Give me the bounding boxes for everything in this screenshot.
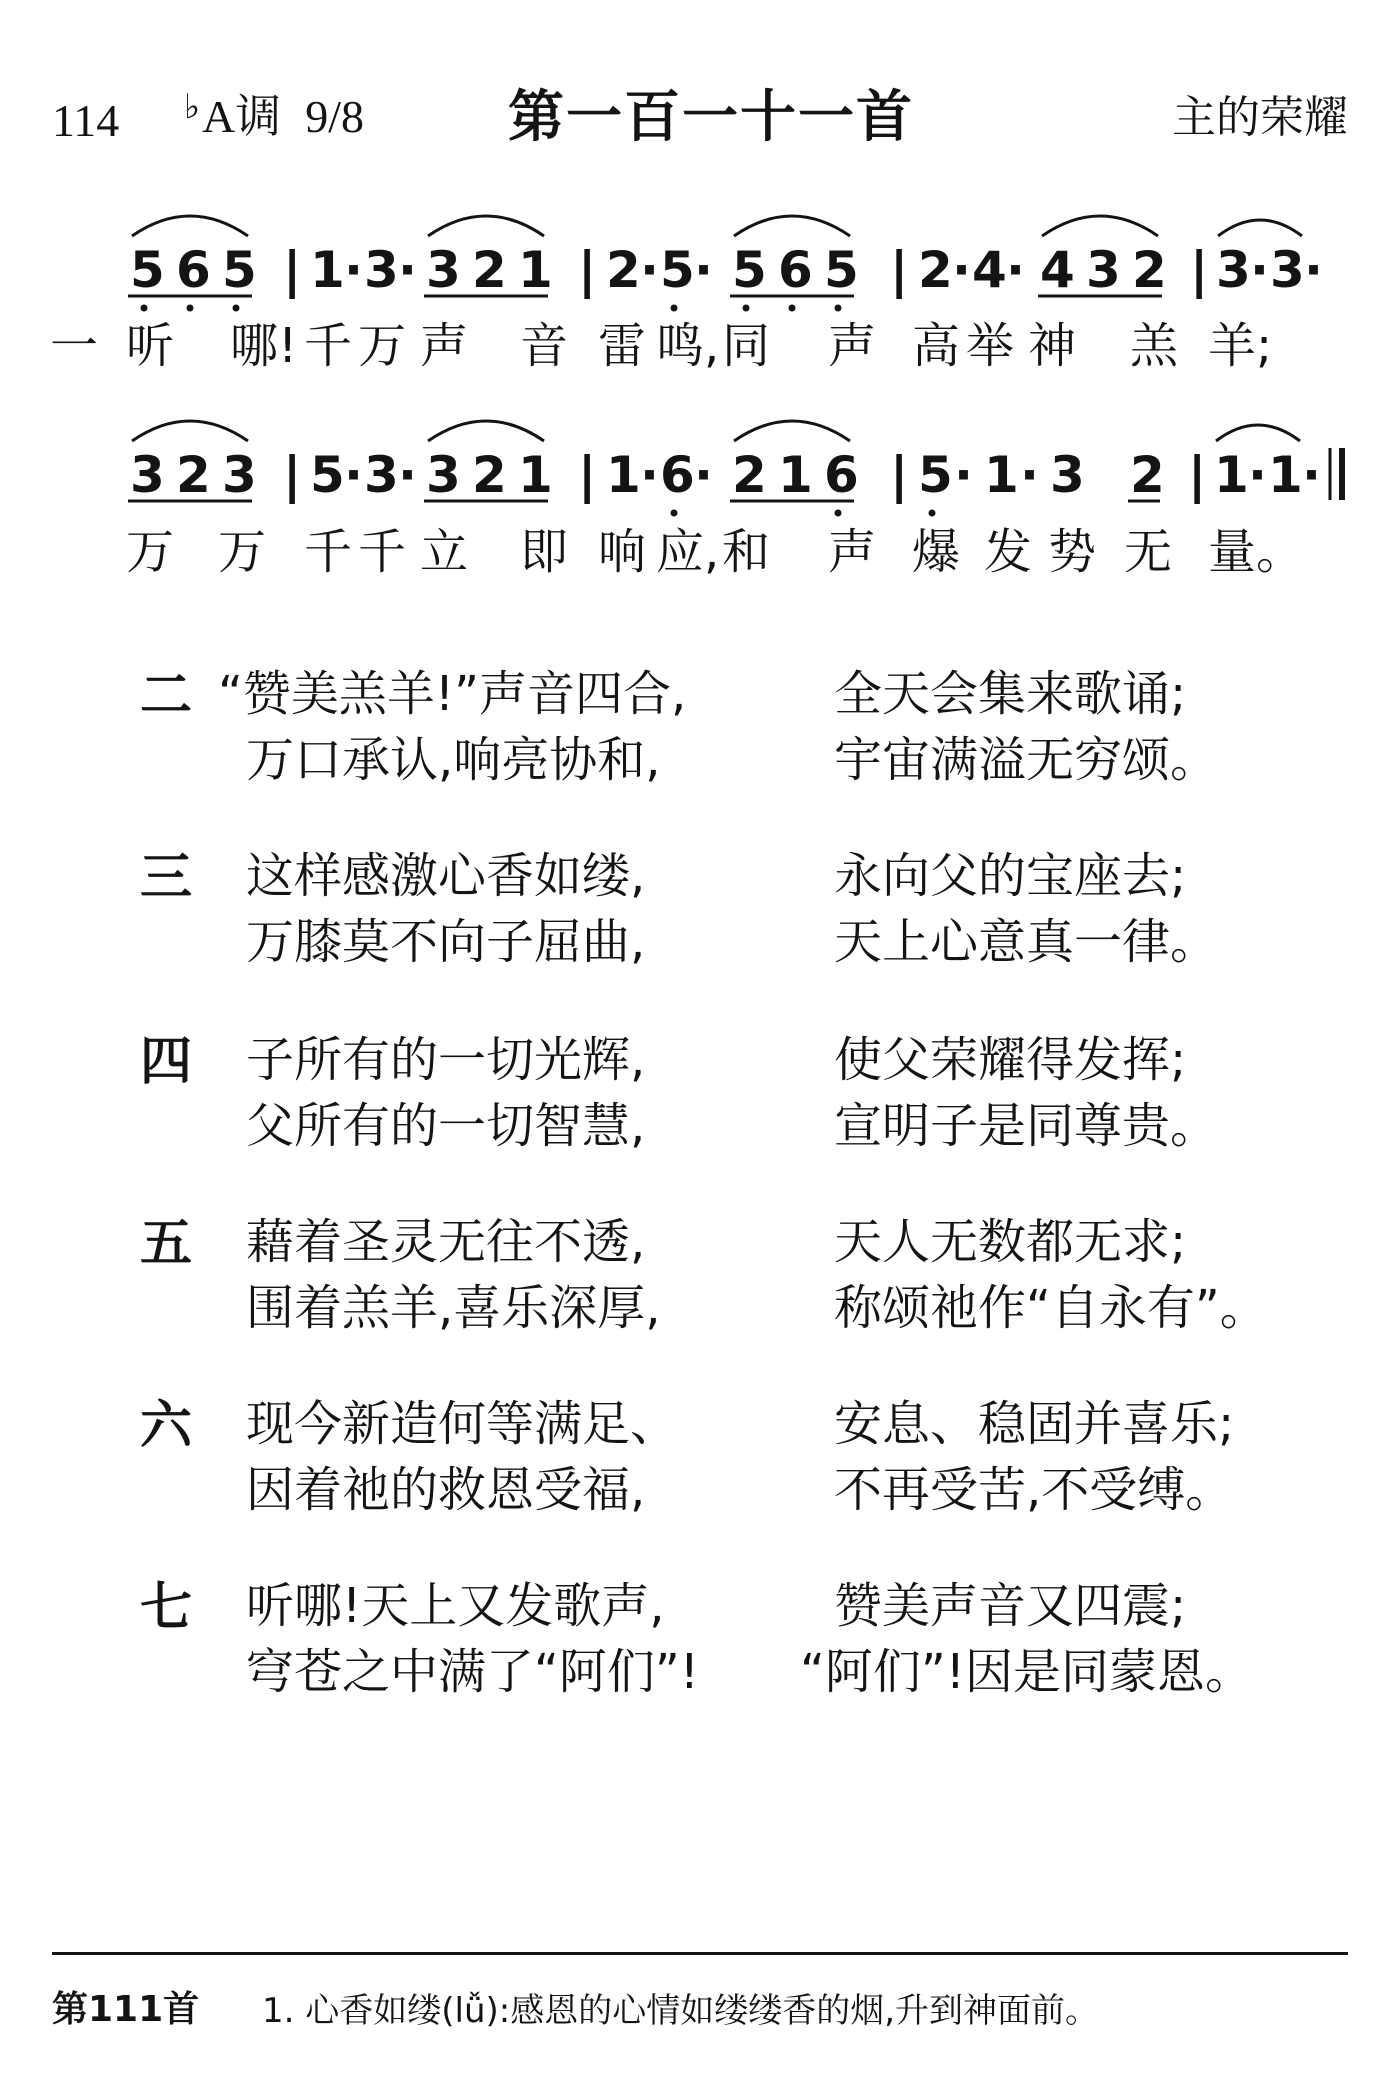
verse-number: 六 [140,1396,193,1456]
note: 3 [1216,241,1251,299]
lyric-syllable: 势 [1048,524,1097,580]
verse-line: 听哪!天上又发歌声, [246,1578,665,1634]
note: 2 [472,241,507,299]
augmentation-dot: · [952,241,971,299]
verse-line: 藉着圣灵无往不透, [246,1214,646,1270]
note: 5 [310,446,345,504]
note: 3 [364,446,399,504]
flat-symbol: ♭ [184,89,201,126]
lyric-syllable: 即 [520,524,569,580]
lyric-syllable: 万 [126,524,175,580]
note: 1 [1214,446,1249,504]
augmentation-dot: · [1248,446,1267,504]
verse-line: 宣明子是同尊贵。 [834,1098,1219,1154]
augmentation-dot: · [398,241,417,299]
augmentation-dot: · [640,241,659,299]
note: 3 [1086,241,1121,299]
augmentation-dot: · [640,446,659,504]
verse-line: 宇宙满溢无穷颂。 [834,732,1219,788]
score-line-1-slurs [132,216,1302,236]
score-line-2-slurs [132,421,1300,441]
note: 1 [310,241,345,299]
lyric-syllable: 听 [126,318,175,374]
lyric-syllable: 千 [304,318,353,374]
note: 3 [426,446,461,504]
score-line-1-octave-dots [141,305,842,312]
lyric-syllable: 同 [722,318,771,374]
augmentation-dot: · [398,446,417,504]
lyric-syllable: 鸣, [656,318,720,374]
note: 4 [972,241,1007,299]
note: 2 [732,446,767,504]
augmentation-dot: · [954,446,973,504]
lyric-syllable: 千 [304,524,353,580]
note: 4 [1040,241,1075,299]
verse-line: 不再受苦,不受缚。 [834,1462,1234,1518]
lyric-syllable: 声 [420,318,469,374]
score-line-1-lyrics [50,318,1272,374]
note: 2 [472,446,507,504]
verse-line: 因着祂的救恩受福, [246,1462,646,1518]
verse-line: 使父荣耀得发挥; [834,1032,1187,1088]
verse-line: 子所有的一切光辉, [246,1032,646,1088]
lyric-syllable: 哪! [230,318,298,374]
barline: | [890,446,909,504]
lyric-syllable: 羔 [1130,318,1179,374]
lyric-syllable: 举 [966,318,1015,374]
note: 3 [364,241,399,299]
lyric-syllable: 声 [828,318,877,374]
verse-number: 三 [140,848,193,908]
note: 3 [1270,241,1305,299]
barline: | [283,241,302,299]
verse-line: 全天会集来歌诵; [834,666,1187,722]
lyric-syllable: 神 [1028,318,1077,374]
lyric-syllable: 雷 [598,318,647,374]
lyric-syllable: 立 [420,524,469,580]
note: 5 [918,446,953,504]
verse-line: “阿们”!因是同蒙恩。 [800,1644,1253,1700]
note: 2 [1130,446,1165,504]
note: 2 [1132,241,1167,299]
note: 1 [1268,446,1303,504]
verse-line: 安息、稳固并喜乐; [834,1396,1235,1452]
barline: | [578,446,597,504]
note: 3 [130,446,165,504]
note: 6 [176,241,211,299]
score-line-1-notes [130,241,1323,299]
augmentation-dot: · [344,241,363,299]
barline: | [890,241,909,299]
note: 3 [426,241,461,299]
verse-number: 四 [140,1032,193,1092]
barline: | [283,446,302,504]
barline: | [578,241,597,299]
lyric-syllable: 响 [598,524,647,580]
lyric-syllable: 发 [984,524,1033,580]
verse-line: 父所有的一切智慧, [246,1098,646,1154]
augmentation-dot: · [1304,241,1323,299]
lyric-syllable: 万 [218,524,267,580]
augmentation-dot: · [1020,446,1039,504]
verse-line: 万口承认,响亮协和, [246,732,661,788]
score-line-2-lyrics [126,524,1304,580]
note: 6 [778,241,813,299]
barline: | [1188,446,1207,504]
verse-line: 天上心意真一律。 [834,914,1219,970]
lyric-syllable: 和 [722,524,771,580]
note: 6 [824,446,859,504]
verse-number: 二 [140,666,193,726]
verse-number: 五 [140,1214,193,1274]
footnote-text: 1. 心香如缕(lǚ):感恩的心情如缕缕香的烟,升到神面前。 [262,1991,1100,2031]
verse-number: 七 [140,1578,193,1638]
note: 3 [1050,446,1085,504]
lyric-syllable: 羊; [1208,318,1273,374]
verse-line: 围着羔羊,喜乐深厚, [246,1280,661,1336]
note: 3 [222,446,257,504]
score-line-2-octave-dots [671,510,936,517]
augmentation-dot: · [1302,446,1321,504]
verse-line: “赞美羔羊!”声音四合, [218,666,687,722]
verse-line: 赞美声音又四震; [834,1578,1187,1634]
note: 1 [984,446,1019,504]
hymn-page-number: 114 [52,95,120,146]
note: 5 [222,241,257,299]
lyric-syllable: 爆 [912,524,961,580]
time-signature: 9/8 [305,91,365,142]
note: 1 [518,446,553,504]
lyric-syllable: 万 [358,318,407,374]
augmentation-dot: · [694,446,713,504]
note: 1 [606,446,641,504]
lyric-syllable: 千 [358,524,407,580]
verse-line: 称颂祂作“自永有”。 [834,1280,1268,1336]
lyric-syllable: 无 [1124,524,1173,580]
verse-line: 这样感激心香如缕, [246,848,646,904]
final-double-barline [1330,448,1342,500]
note: 6 [660,446,695,504]
lyric-syllable: 量。 [1208,524,1305,580]
verse-line: 天人无数都无求; [834,1214,1187,1270]
augmentation-dot: · [1006,241,1025,299]
note: 5 [824,241,859,299]
footnote-label: 第111首 [52,1989,200,2030]
lyric-syllable: 音 [520,318,569,374]
key-name: A调 [202,91,282,142]
note: 2 [918,241,953,299]
note: 1 [778,446,813,504]
verse-line: 现今新造何等满足、 [246,1396,679,1452]
lyric-syllable: 应, [656,524,720,580]
note: 1 [518,241,553,299]
lyric-syllable: 一 [50,318,99,374]
augmentation-dot: · [1250,241,1269,299]
footnote-divider [52,1952,1348,1955]
augmentation-dot: · [694,241,713,299]
score-line-2-notes [130,446,1321,504]
note: 5 [660,241,695,299]
lyric-syllable: 声 [828,524,877,580]
note: 5 [130,241,165,299]
numbered-musical-score [0,0,1400,620]
note: 2 [176,446,211,504]
note: 5 [732,241,767,299]
barline: | [1190,241,1209,299]
lyric-syllable: 高 [912,318,961,374]
augmentation-dot: · [344,446,363,504]
hymn-category: 主的荣耀 [1172,92,1348,143]
verse-line: 万膝莫不向子屈曲, [246,914,646,970]
verse-line: 永向父的宝座去; [834,848,1187,904]
note: 2 [606,241,641,299]
hymn-title: 第一百一十一首 [508,85,914,150]
verse-line: 穹苍之中满了“阿们”! [246,1644,699,1700]
